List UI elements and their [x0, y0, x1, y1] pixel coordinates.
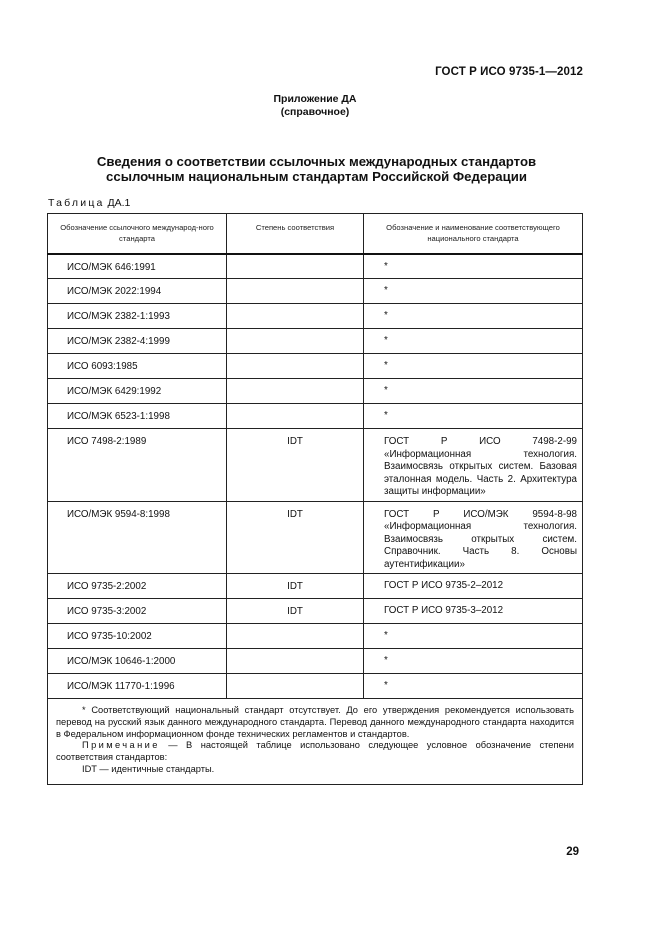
document-title-line-2: ссылочным национальным стандартам Российской Федерации [106, 169, 527, 184]
appendix-heading [0, 93, 630, 119]
cell-intl-standard: ИСО 9735-2:2002 [48, 574, 227, 599]
table-row [48, 599, 583, 624]
table-label-number: ДА.1 [107, 197, 131, 209]
footnote-star-text: * Соответствующий национальный стандарт отсутствует. До его утверждения рекомендуется использовать перевод на русский язык данного международного стандарта. Перевод данного международного стандарта находится в Федеральном информационном фонде технических регламентов и стандартов. [56, 705, 574, 739]
cell-national-standard: ГОСТ Р ИСО 7498-2-99 «Информационная технология. Взаимосвязь открытых систем. Базовая эталонная модель. Часть 2. Архитектура защиты информации» [364, 429, 583, 502]
cell-intl-standard: ИСО/МЭК 2022:1994 [48, 279, 227, 304]
cell-national-standard: ГОСТ Р ИСО/МЭК 9594-8-98 «Информационная технология. Взаимосвязь открытых систем. Справочник. Часть 8. Основы аутентификации» [364, 501, 583, 574]
table-label [48, 197, 130, 209]
table-header-row [48, 214, 583, 254]
header-national-standard: Обозначение и наименование соответствующего национального стандарта [364, 214, 583, 254]
cell-intl-standard: ИСО 6093:1985 [48, 354, 227, 379]
page-number: 29 [566, 846, 579, 858]
cell-national-standard: * [364, 404, 583, 429]
appendix-title: Приложение ДА [273, 93, 357, 105]
table-row [48, 329, 583, 354]
table-footnote [48, 699, 583, 785]
note-word: Примечание [82, 740, 160, 751]
table-row [48, 379, 583, 404]
cell-degree [227, 404, 364, 429]
cell-national-standard: * [364, 674, 583, 699]
cell-degree [227, 624, 364, 649]
cell-intl-standard: ИСО/МЭК 11770-1:1996 [48, 674, 227, 699]
appendix-subtitle: (справочное) [280, 106, 350, 118]
cell-national-standard: * [364, 649, 583, 674]
cell-national-standard: ГОСТ Р ИСО 9735-3–2012 [364, 599, 583, 624]
cell-intl-standard: ИСО 7498-2:1989 [48, 429, 227, 502]
cell-intl-standard: ИСО/МЭК 2382-1:1993 [48, 304, 227, 329]
cell-intl-standard: ИСО/МЭК 10646-1:2000 [48, 649, 227, 674]
cell-intl-standard: ИСО 9735-10:2002 [48, 624, 227, 649]
cell-national-standard: * [364, 354, 583, 379]
cell-degree: IDT [227, 574, 364, 599]
cell-intl-standard: ИСО/МЭК 6429:1992 [48, 379, 227, 404]
table-row [48, 574, 583, 599]
cell-degree [227, 304, 364, 329]
cell-degree: IDT [227, 429, 364, 502]
cell-degree [227, 379, 364, 404]
footnote-note [56, 740, 574, 764]
cell-national-standard: * [364, 379, 583, 404]
cell-degree [227, 254, 364, 279]
cell-national-standard: * [364, 304, 583, 329]
cell-intl-standard: ИСО/МЭК 646:1991 [48, 254, 227, 279]
cell-degree: IDT [227, 501, 364, 574]
table-row [48, 304, 583, 329]
table-footnote-row [48, 699, 583, 785]
cell-intl-standard: ИСО/МЭК 9594-8:1998 [48, 501, 227, 574]
cell-intl-standard: ИСО 9735-3:2002 [48, 599, 227, 624]
table-label-word: Таблица [48, 197, 105, 209]
footnote-idt-definition: IDT — идентичные стандарты. [82, 763, 215, 774]
cell-degree [227, 649, 364, 674]
cell-intl-standard: ИСО/МЭК 6523-1:1998 [48, 404, 227, 429]
table-row [48, 254, 583, 279]
cell-national-standard: * [364, 254, 583, 279]
cell-national-standard: * [364, 279, 583, 304]
cell-intl-standard: ИСО/МЭК 2382-4:1999 [48, 329, 227, 354]
cell-degree: IDT [227, 599, 364, 624]
cell-national-standard: * [364, 329, 583, 354]
cell-national-standard: ГОСТ Р ИСО 9735-2–2012 [364, 574, 583, 599]
cell-degree [227, 329, 364, 354]
table-row [48, 354, 583, 379]
table-row [48, 501, 583, 574]
cell-degree [227, 674, 364, 699]
cell-degree [227, 279, 364, 304]
table-row [48, 429, 583, 502]
correspondence-table [47, 213, 583, 785]
table-row [48, 279, 583, 304]
header-intl-standard: Обозначение ссылочного международ-ного стандарта [48, 214, 227, 254]
cell-national-standard: * [364, 624, 583, 649]
document-code: ГОСТ Р ИСО 9735-1—2012 [435, 66, 583, 78]
table-row [48, 649, 583, 674]
table-row [48, 624, 583, 649]
table-row [48, 404, 583, 429]
table-row [48, 674, 583, 699]
header-degree: Степень соответствия [227, 214, 364, 254]
document-title [50, 154, 583, 184]
document-title-line-1: Сведения о соответствии ссылочных международных стандартов [96, 154, 537, 169]
cell-degree [227, 354, 364, 379]
note-text: — В настоящей таблице использовано следующее условное обозначение степени соответствия стандартов: [56, 740, 574, 763]
